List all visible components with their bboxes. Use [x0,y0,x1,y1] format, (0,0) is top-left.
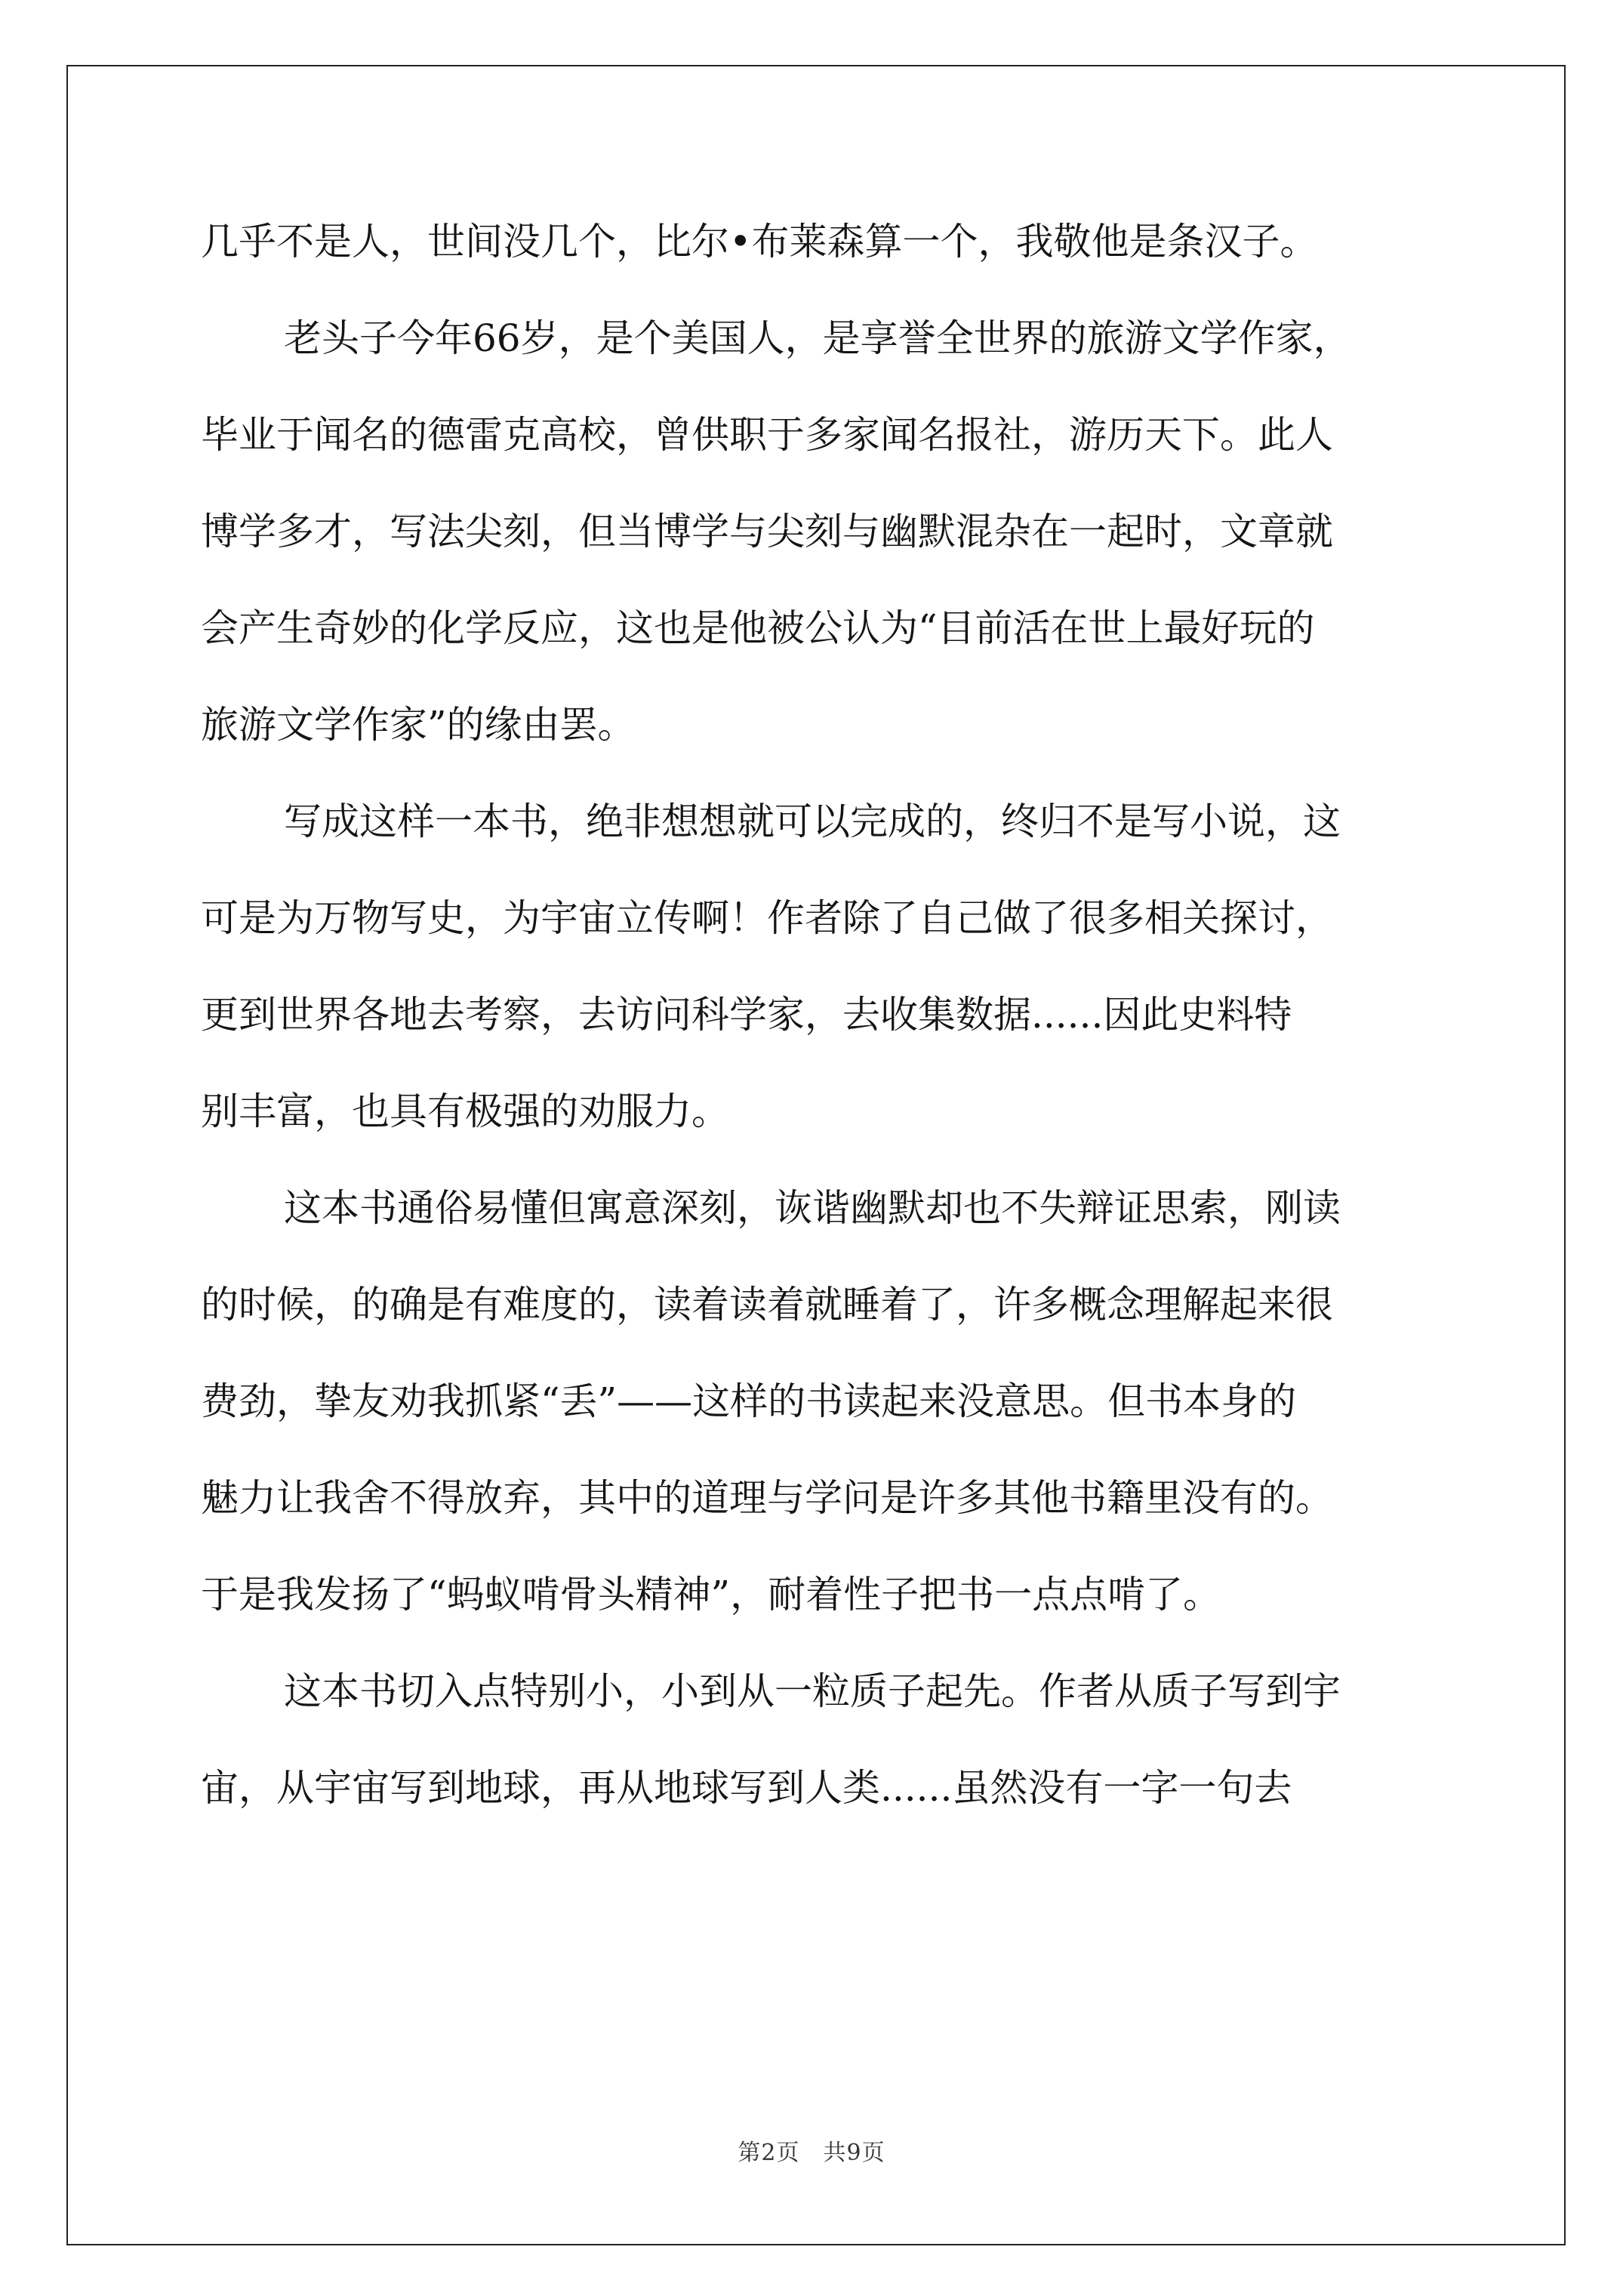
text-line: 几乎不是人，世间没几个，比尔•布莱森算一个，我敬他是条汉子。 [201,220,1318,264]
document-body [201,219,1439,1862]
text-line: 博学多才，写法尖刻，但当博学与尖刻与幽默混杂在一起时，文章就 [201,510,1333,553]
text-line-paragraph-start: 老头子今年66岁，是个美国人，是享誉全世界的旅游文学作家， [284,316,1351,360]
text-line: 的时候，的确是有难度的，读着读着就睡着了，许多概念理解起来很 [201,1283,1333,1327]
text-line: 宙，从宇宙写到地球，再从地球写到人类......虽然没有一字一句去 [201,1766,1292,1810]
text-line-paragraph-start: 写成这样一本书，绝非想想就可以完成的，终归不是写小说，这 [284,800,1341,843]
text-line: 旅游文学作家”的缘由罢。 [201,703,636,747]
page-footer: 第2页 共9页 [738,2140,885,2166]
text-line: 别丰富，也具有极强的劝服力。 [201,1089,729,1133]
text-line: 费劲，挚友劝我抓紧“丢”——这样的书读起来没意思。但书本身的 [201,1379,1297,1423]
text-line: 会产生奇妙的化学反应，这也是他被公认为“目前活在世上最好玩的 [201,606,1315,650]
text-line-paragraph-start: 这本书切入点特别小，小到从一粒质子起先。作者从质子写到宇 [284,1669,1341,1713]
text-line: 更到世界各地去考察，去访问科学家，去收集数据......因此史料特 [201,993,1292,1037]
text-line-paragraph-start: 这本书通俗易懂但寓意深刻，诙谐幽默却也不失辩证思索，刚读 [284,1186,1341,1230]
text-line: 毕业于闻名的德雷克高校，曾供职于多家闻名报社，游历天下。此人 [201,413,1333,457]
text-line: 可是为万物写史，为宇宙立传啊！作者除了自己做了很多相关探讨， [201,896,1333,940]
text-line: 魅力让我舍不得放弃，其中的道理与学问是许多其他书籍里没有的。 [201,1476,1333,1520]
text-line: 于是我发扬了“蚂蚁啃骨头精神”，耐着性子把书一点点啃了。 [201,1573,1221,1616]
